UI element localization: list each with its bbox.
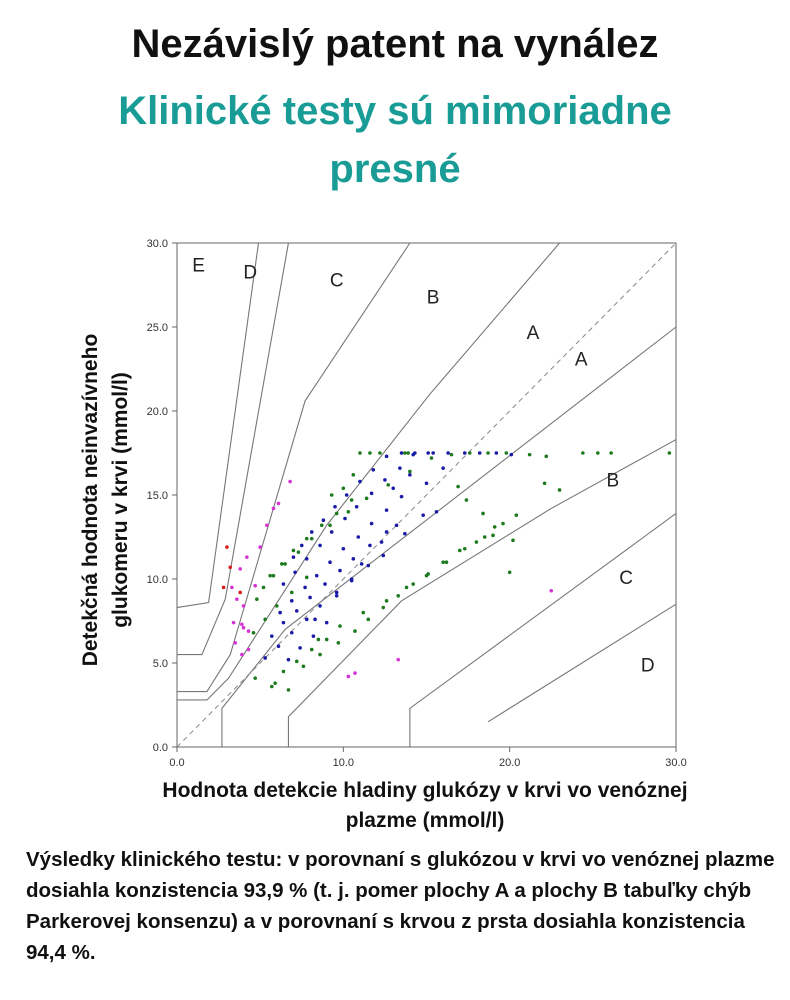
- point-zone-b: [386, 483, 390, 487]
- point-zone-a: [360, 562, 364, 566]
- point-zone-c: [232, 621, 236, 625]
- point-zone-b: [481, 512, 485, 516]
- point-zone-b: [483, 535, 487, 539]
- point-zone-b: [543, 481, 547, 485]
- point-zone-a: [325, 621, 329, 625]
- point-zone-a: [293, 570, 297, 574]
- point-zone-a: [323, 582, 327, 586]
- point-zone-b: [290, 591, 294, 595]
- point-zone-a: [426, 451, 430, 455]
- point-zone-a: [403, 532, 407, 536]
- point-zone-a: [290, 599, 294, 603]
- point-zone-b: [287, 688, 291, 692]
- point-zone-b: [445, 560, 449, 564]
- point-zone-a: [366, 564, 370, 568]
- point-zone-a: [381, 554, 385, 558]
- point-zone-a: [400, 495, 404, 499]
- point-zone-b: [411, 582, 415, 586]
- point-zone-a: [290, 631, 294, 635]
- point-zone-d: [225, 545, 229, 549]
- point-zone-c: [242, 604, 246, 608]
- point-zone-b: [361, 611, 365, 615]
- point-zone-d: [238, 591, 242, 595]
- page-subtitle: Klinické testy sú mimoriadne presné: [118, 89, 672, 191]
- point-zone-a: [400, 451, 404, 455]
- point-zone-c: [233, 641, 237, 645]
- x-tick-label: 10.0: [332, 757, 355, 769]
- point-zone-b: [456, 485, 460, 489]
- point-zone-c: [230, 586, 234, 590]
- point-zone-a: [310, 530, 314, 534]
- zone-label-a: A: [526, 322, 540, 344]
- point-zone-b: [668, 451, 672, 455]
- point-zone-b: [292, 549, 296, 553]
- point-zone-b: [352, 473, 356, 477]
- point-zone-b: [310, 537, 314, 541]
- point-zone-a: [385, 455, 389, 459]
- point-zone-a: [343, 517, 347, 521]
- point-zone-a: [292, 555, 296, 559]
- point-zone-b: [366, 618, 370, 622]
- point-zone-c: [247, 629, 251, 633]
- point-zone-b: [515, 513, 519, 517]
- zone-boundary-3: [177, 243, 410, 692]
- point-zone-a: [355, 505, 359, 509]
- y-tick-label: 10.0: [146, 574, 168, 586]
- point-zone-b: [297, 550, 301, 554]
- point-zone-a: [385, 508, 389, 512]
- point-zone-b: [505, 451, 509, 455]
- point-zone-c: [272, 507, 276, 511]
- point-zone-b: [596, 451, 600, 455]
- point-zone-a: [342, 547, 346, 551]
- x-tick-label: 20.0: [498, 757, 521, 769]
- point-zone-b: [365, 497, 369, 501]
- point-zone-b: [378, 451, 382, 455]
- point-zone-a: [510, 453, 514, 457]
- point-zone-a: [408, 473, 412, 477]
- point-zone-b: [501, 522, 505, 526]
- point-zone-c: [258, 545, 262, 549]
- point-zone-b: [263, 618, 267, 622]
- point-zone-b: [450, 453, 454, 457]
- zone-label-d: D: [243, 262, 258, 284]
- point-zone-b: [270, 685, 274, 689]
- point-zone-a: [345, 493, 349, 497]
- point-zone-a: [313, 618, 317, 622]
- point-zone-b: [302, 665, 306, 669]
- zone-label-d: D: [640, 655, 655, 677]
- point-zone-a: [298, 646, 302, 650]
- y-tick-label: 0.0: [152, 742, 168, 754]
- point-zone-c: [277, 502, 281, 506]
- point-zone-a: [335, 594, 339, 598]
- point-zone-b: [253, 676, 257, 680]
- point-zone-b: [396, 594, 400, 598]
- point-zone-b: [337, 641, 341, 645]
- test-results-description: Výsledky klinického testu: v porovnaní s glukózou v krvi vo venóznej plazme dosiahla konzistencia 93,9 % (t. j. pomer plochy A a plochy B tabuľky chýb Parkerovej konsenzu) a v porovnaní s krvou z prsta dosiahla konzistencia 94,4 %.: [26, 848, 775, 964]
- point-zone-a: [312, 634, 316, 638]
- point-zone-b: [511, 539, 515, 543]
- zone-label-c: C: [619, 568, 633, 590]
- point-zone-b: [358, 451, 362, 455]
- point-zone-b: [406, 451, 410, 455]
- point-zone-a: [385, 530, 389, 534]
- point-zone-b: [275, 604, 279, 608]
- point-zone-a: [395, 523, 399, 527]
- point-zone-c: [347, 675, 351, 679]
- point-zone-d: [222, 586, 226, 590]
- point-zone-a: [305, 618, 309, 622]
- point-zone-a: [425, 481, 429, 485]
- point-zone-b: [320, 523, 324, 527]
- point-zone-a: [368, 544, 372, 548]
- point-zone-a: [330, 530, 334, 534]
- point-zone-a: [315, 574, 319, 578]
- point-zone-a: [282, 621, 286, 625]
- point-zone-c: [253, 584, 257, 588]
- point-zone-a: [350, 579, 354, 583]
- point-zone-c: [549, 589, 553, 593]
- point-zone-a: [308, 596, 312, 600]
- y-tick-label: 30.0: [146, 238, 168, 250]
- point-zone-b: [325, 638, 329, 642]
- point-zone-c: [242, 626, 246, 630]
- point-zone-b: [262, 586, 266, 590]
- point-zone-a: [318, 604, 322, 608]
- point-zone-a: [383, 478, 387, 482]
- point-zone-a: [411, 453, 415, 457]
- x-tick-label: 30.0: [665, 757, 687, 769]
- point-zone-a: [270, 634, 274, 638]
- point-zone-b: [558, 488, 562, 492]
- point-zone-c: [238, 567, 242, 571]
- point-zone-b: [405, 586, 409, 590]
- point-zone-c: [240, 653, 244, 657]
- point-zone-a: [295, 609, 299, 613]
- point-zone-b: [465, 498, 469, 502]
- zone-boundary-4: [177, 243, 560, 700]
- point-zone-a: [431, 451, 435, 455]
- point-zone-b: [486, 451, 490, 455]
- point-zone-b: [581, 451, 585, 455]
- point-zone-c: [353, 671, 357, 675]
- point-zone-b: [426, 572, 430, 576]
- point-zone-a: [398, 466, 402, 470]
- point-zone-b: [408, 470, 412, 474]
- point-zone-a: [333, 505, 337, 509]
- point-zone-a: [277, 644, 281, 648]
- point-zone-b: [252, 631, 256, 635]
- zone-boundary-7: [410, 513, 676, 747]
- point-zone-b: [347, 510, 351, 514]
- point-zone-c: [245, 555, 249, 559]
- point-zone-a: [287, 658, 291, 662]
- point-zone-a: [352, 557, 356, 561]
- point-zone-b: [430, 456, 434, 460]
- point-zone-b: [310, 648, 314, 652]
- point-zone-b: [342, 486, 346, 490]
- point-zone-a: [380, 540, 384, 544]
- point-zone-b: [268, 574, 272, 578]
- point-zone-a: [328, 560, 332, 564]
- zone-label-e: E: [192, 255, 205, 277]
- point-zone-b: [338, 624, 342, 628]
- point-zone-a: [338, 569, 342, 573]
- point-zone-a: [371, 468, 375, 472]
- point-zone-b: [441, 560, 445, 564]
- point-zone-b: [335, 512, 339, 516]
- point-zone-b: [317, 638, 321, 642]
- x-axis-label: Hodnota detekcie hladiny glukózy v krvi vo venóznej plazme (mmol/l): [162, 779, 688, 832]
- point-zone-b: [528, 453, 532, 457]
- point-zone-a: [478, 451, 482, 455]
- point-zone-a: [357, 535, 361, 539]
- zone-label-a: A: [574, 349, 588, 371]
- point-zone-b: [609, 451, 613, 455]
- point-zone-b: [305, 537, 309, 541]
- point-zone-b: [330, 493, 334, 497]
- point-zone-b: [368, 451, 372, 455]
- point-zone-a: [495, 451, 499, 455]
- point-zone-b: [493, 525, 497, 529]
- point-zone-b: [468, 451, 472, 455]
- point-zone-c: [396, 658, 400, 662]
- point-zone-a: [441, 466, 445, 470]
- y-tick-label: 20.0: [146, 406, 168, 418]
- point-zone-a: [318, 544, 322, 548]
- point-zone-b: [463, 547, 467, 551]
- point-zone-a: [463, 451, 467, 455]
- point-zone-b: [318, 653, 322, 657]
- point-zone-b: [328, 523, 332, 527]
- point-zone-c: [235, 597, 239, 601]
- zone-label-b: B: [606, 470, 620, 492]
- point-zone-a: [305, 557, 309, 561]
- zone-label-c: C: [329, 270, 344, 292]
- point-zone-b: [458, 549, 462, 553]
- point-zone-b: [295, 660, 299, 664]
- point-zone-b: [544, 455, 548, 459]
- point-zone-a: [300, 544, 304, 548]
- point-zone-a: [446, 451, 450, 455]
- zone-boundary-5: [222, 327, 676, 747]
- point-zone-b: [491, 534, 495, 538]
- point-zone-b: [280, 562, 284, 566]
- point-zone-a: [435, 510, 439, 514]
- point-zone-b: [283, 562, 287, 566]
- point-zone-a: [421, 513, 425, 517]
- point-zone-a: [335, 591, 339, 595]
- point-zone-a: [303, 586, 307, 590]
- y-tick-label: 15.0: [146, 490, 168, 502]
- point-zone-c: [288, 480, 292, 484]
- y-axis-label: Detekčná hodnota neinvazívneho glukomeru v krvi (mmol/l): [79, 333, 132, 667]
- point-zone-b: [305, 576, 309, 580]
- point-zone-a: [358, 480, 362, 484]
- point-zone-b: [255, 597, 259, 601]
- point-zone-b: [403, 451, 407, 455]
- point-zone-b: [475, 540, 479, 544]
- point-zone-a: [278, 611, 282, 615]
- point-zone-b: [508, 570, 512, 574]
- point-zone-a: [322, 518, 326, 522]
- point-zone-b: [385, 599, 389, 603]
- x-tick-label: 0.0: [169, 757, 185, 769]
- point-zone-b: [350, 498, 354, 502]
- point-zone-b: [282, 670, 286, 674]
- zone-boundary-1: [177, 243, 259, 608]
- zone-label-b: B: [426, 287, 440, 309]
- point-zone-b: [381, 606, 385, 610]
- y-tick-label: 5.0: [152, 658, 168, 670]
- zone-boundary-2: [177, 243, 288, 655]
- point-zone-b: [272, 574, 276, 578]
- point-zone-b: [273, 681, 277, 685]
- point-zone-c: [247, 648, 251, 652]
- point-zone-c: [240, 623, 244, 627]
- point-zone-a: [263, 656, 267, 660]
- point-zone-a: [391, 486, 395, 490]
- point-zone-b: [353, 629, 357, 633]
- point-zone-a: [370, 522, 374, 526]
- page-title: Nezávislý patent na vynález: [131, 22, 659, 66]
- point-zone-a: [370, 492, 374, 496]
- point-zone-c: [265, 523, 269, 527]
- point-zone-a: [282, 582, 286, 586]
- y-tick-label: 25.0: [146, 322, 168, 334]
- point-zone-d: [228, 565, 232, 569]
